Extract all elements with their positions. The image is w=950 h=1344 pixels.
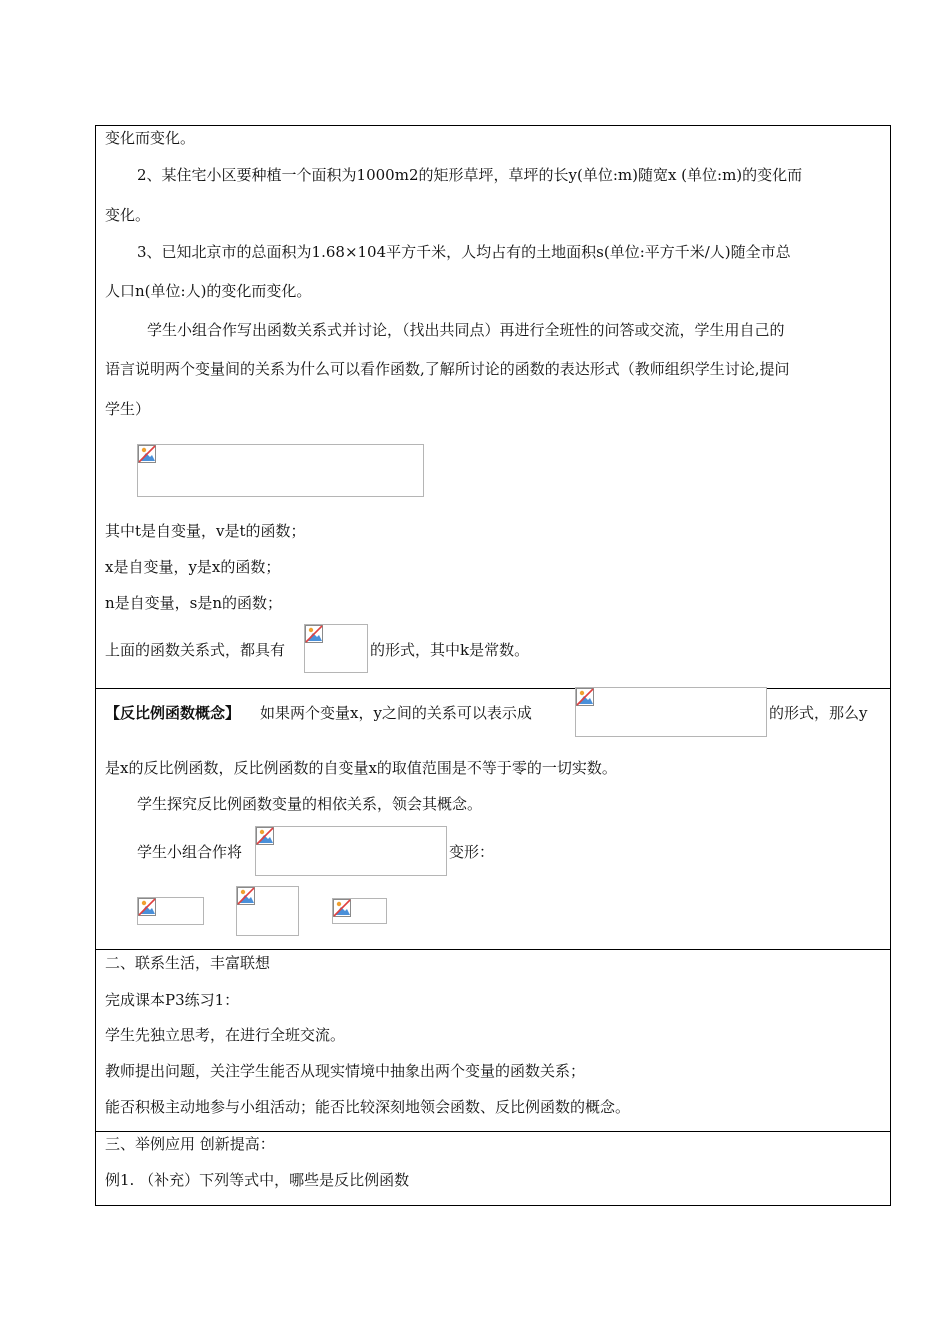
row-divider [95, 688, 891, 689]
formula-image [255, 826, 447, 876]
text-line: 变化而变化。 [105, 129, 196, 147]
example-2-line2: 变化。 [105, 206, 151, 224]
example-3-line1: 3、已知北京市的总面积为1.68×104平方千米，人均占有的土地面积s(单位:平方千米/人)随全市总 [137, 243, 791, 261]
explore-text: 学生探究反比例函数变量的相依关系，领会其概念。 [137, 795, 483, 813]
transform-text-after: 变形： [449, 843, 495, 861]
section-heading: 二、联系生活，丰富联想 [105, 954, 271, 972]
example-2-line1: 2、某住宅小区要种植一个面积为1000m2的矩形草坪，草坪的长y(单位:m)随宽x (单位:m)的变化而 [137, 166, 803, 184]
concept-text-before: 如果两个变量x，y之间的关系可以表示成 [260, 704, 532, 722]
discussion-line1: 学生小组合作写出函数关系式并讨论，（找出共同点）再进行全班性的问答或交流，学生用自己的 [147, 321, 785, 339]
concept-title: 【反比例函数概念】 [105, 704, 241, 722]
broken-image-icon [138, 898, 156, 916]
broken-image-icon [305, 625, 323, 643]
section-heading: 三、举例应用 创新提高： [105, 1135, 275, 1153]
variable-line1: 其中t是自变量，v是t的函数； [105, 522, 306, 540]
text-line: 教师提出问题，关注学生能否从现实情境中抽象出两个变量的函数关系； [105, 1062, 586, 1080]
form-text-after: 的形式，其中k是常数。 [370, 641, 530, 659]
concept-definition: 是x的反比例函数，反比例函数的自变量x的取值范围是不等于零的一切实数。 [105, 759, 617, 777]
broken-image-icon [237, 887, 255, 905]
variable-line2: x是自变量，y是x的函数； [105, 558, 281, 576]
broken-image-icon [576, 688, 594, 706]
formula-image [575, 687, 767, 737]
form-text-before: 上面的函数关系式，都具有 [105, 641, 286, 659]
discussion-line2: 语言说明两个变量间的关系为什么可以看作函数,了解所讨论的函数的表达形式（教师组织学生讨论,提问 [105, 360, 790, 378]
text-line: 学生先独立思考，在进行全班交流。 [105, 1026, 346, 1044]
text-line: 能否积极主动地参与小组活动；能否比较深刻地领会函数、反比例函数的概念。 [105, 1098, 631, 1116]
formula-image [236, 886, 299, 936]
formula-image [137, 444, 424, 497]
row-divider [95, 1131, 891, 1132]
discussion-line3: 学生） [105, 400, 151, 418]
broken-image-icon [256, 827, 274, 845]
broken-image-icon [333, 899, 351, 917]
broken-image-icon [138, 445, 156, 463]
concept-text-after: 的形式，那么y [769, 704, 868, 722]
formula-image [137, 897, 204, 925]
formula-image [304, 624, 368, 673]
variable-line3: n是自变量，s是n的函数； [105, 594, 283, 612]
row-divider [95, 949, 891, 950]
text-line: 完成课本P3练习1： [105, 991, 240, 1009]
transform-text-before: 学生小组合作将 [137, 843, 243, 861]
text-line: 例1. （补充）下列等式中，哪些是反比例函数 [105, 1171, 410, 1189]
example-3-line2: 人口n(单位:人)的变化而变化。 [105, 282, 312, 300]
formula-image [332, 898, 387, 924]
